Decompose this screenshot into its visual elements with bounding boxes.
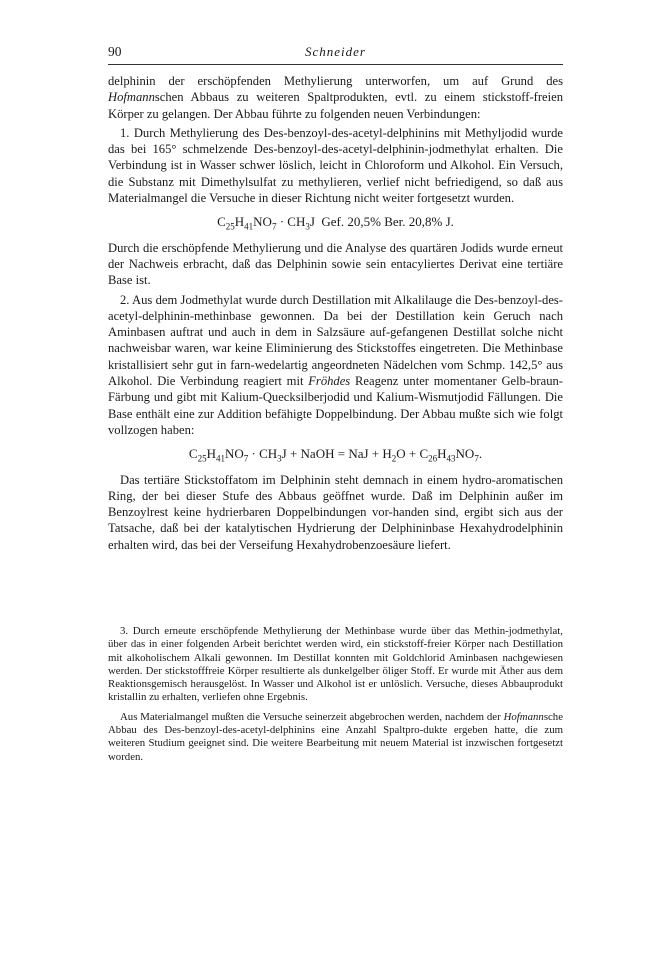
formula-analysis: $C_{25}H_{41}NO_7 \cdot CH_3J$ Gef. 20,5% Ber. 20,8% J. bbox=[217, 214, 454, 232]
author-name: Hofmann bbox=[108, 90, 155, 105]
note-final: Aus Materialmangel mußten die Versuche seinerzeit abgebrochen werden, nachdem der Hofmannsche Abbau des Des-benzoyl-des-acetyl-delphinins eine Anzahl Spaltpro-dukte ergeben hatte, die zum weiteren Studium geeignet sind. Die weitere Bearbeitung mit neuem Material ist inzwischen fortgesetzt worden. bbox=[108, 710, 563, 763]
paragraph-3: Das tertiäre Stickstoffatom im Delphinin steht demnach in einem hydro-aromatischen Ring, der bei dieser Stufe des Abbaus geöffnet wurde. Daß im Delphinin außer im Benzoylrest keine hydrierbaren Doppelbindungen vor-handen sind, ergibt sich aus der Tatsache, daß bei der katalytischen Hydrierung der Delphininbase Hexahydrodelphinin erhalten wird, das bei der Verseifung Hexahydrobenzoesäure liefert. bbox=[108, 472, 563, 552]
formula-reaction: $C_{25}H_{41}NO_7 \cdot CH_3J$ + NaOH = NaJ + $H_2O + C_{26}H_{43}NO_7$. bbox=[188, 446, 483, 464]
paragraph-1: 1. Durch Methylierung des Des-benzoyl-des-acetyl-delphinins mit Methyljodid wurde das bei 165° schmelzende Des-benzoyl-des-acetyl-delphinin-jodmethylat erhalten. Die Verbindung ist in Wasser schwer löslich, leicht in Chloroform und Alkohol. Ein Versuch, die Substanz mit Dimethylsulfat zu methylieren, verlief nicht befriedigend, so daß aus Materialmangel die Versuche in dieser Richtung nicht weiter fortgesetzt wurden. bbox=[108, 125, 563, 206]
page-header bbox=[108, 44, 563, 65]
body-text bbox=[108, 73, 563, 556]
author-name-note: Hofmann bbox=[503, 710, 544, 723]
paragraph-continuation: delphinin der erschöpfenden Methylierung unterworfen, um auf Grund des Hofmannschen Abbaus zu weiteren Spaltprodukten, evtl. zu einem stickstoff-freien Körper zu gelangen. Der Abbau führte zu folgenden neuen Verbindungen: bbox=[108, 74, 563, 121]
reagent-name: Fröhdes bbox=[308, 374, 351, 389]
paragraph-2: 2. Aus dem Jodmethylat wurde durch Destillation mit Alkalilauge die Des-benzoyl-des-acetyl-delphinin-methinbase gewonnen. Da bei der Destillation kein Geruch nach Aminbasen auftrat und auch in dem in Salzsäure auf-gefangenen Destillat solche nicht nachweisbar waren, war keine Eliminierung des Stickstoffes eingetreten. Die Methinbase kristallisiert sehr gut in farn-wedelartig angeordneten Nädelchen vom Schmp. 142,5° aus Alkohol. Die Verbindung reagiert mit Fröhdes Reagenz unter momentaner Gelb-braun-Färbung und gibt mit Kalium-Quecksilberjodid und Kalium-Wismutjodid Fällungen. Die Base enthält eine zur Addition befähigte Doppelbindung. Der Abbau mußte sich wie folgt vollzogen haben: bbox=[108, 292, 563, 437]
paragraph-conclusion: Durch die erschöpfende Methylierung und die Analyse des quartären Jodids wurde erneut der Nachweis erbracht, daß das Delphinin sowie sein entacyliertes Derivat eine tertiäre Base ist. bbox=[108, 240, 563, 288]
note-3: 3. Durch erneute erschöpfende Methylierung der Methinbase wurde über das Methin-jodmethylat, über das in einer folgenden Arbeit berichtet werden wird, ein stickstoff-freier Körper nach Destillation mit alkoholischem Alkali gewonnen. Im Destillat konnten mit Goldchlorid Aminbasen nachgewiesen werden. Der stickstofffreie Körper resultierte als dunkelgelber öliger Stoff. Er wurde mit Äther aus dem Reaktionsgemisch herausgelöst. In Wasser und Alkohol ist er unlöslich. Versuche, dieses Abbauprodukt kristallin zu erhalten, verliefen ohne Ergebnis. bbox=[108, 625, 563, 704]
small-print-notes bbox=[108, 625, 563, 770]
page-number: 90 bbox=[108, 44, 122, 59]
running-head: Schneider bbox=[305, 44, 366, 59]
